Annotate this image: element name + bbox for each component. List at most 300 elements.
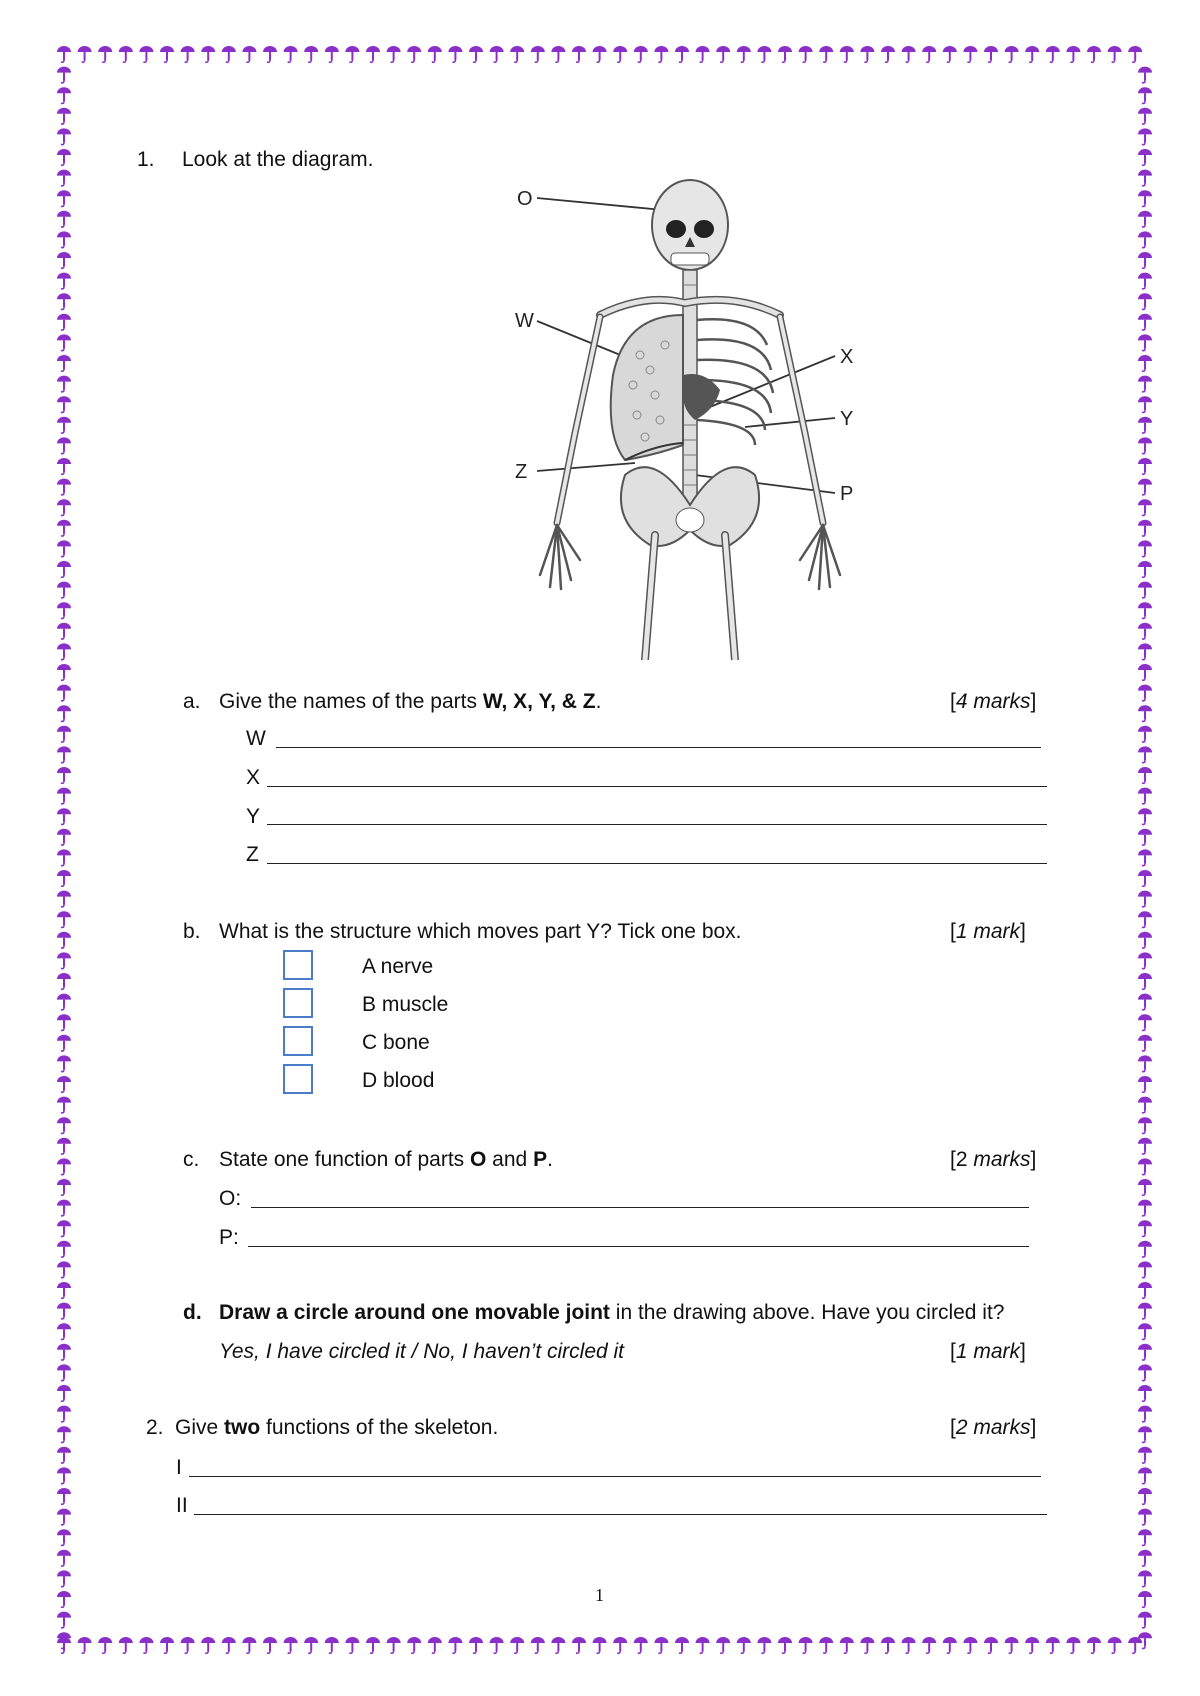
border-umbrella-icon [304,1637,318,1653]
border-umbrella-icon [57,170,71,186]
border-umbrella-icon [57,1467,71,1483]
border-umbrella-icon [943,46,957,62]
border-umbrella-icon [984,46,998,62]
border-umbrella-icon [57,643,71,659]
border-umbrella-icon [57,540,71,556]
border-umbrella-icon [1138,952,1152,968]
border-umbrella-icon [57,1323,71,1339]
border-umbrella-icon [1138,149,1152,165]
border-umbrella-icon [57,994,71,1010]
border-umbrella-icon [1138,1138,1152,1154]
border-umbrella-icon [490,1637,504,1653]
answer-label-o: O: [219,1187,242,1210]
border-umbrella-icon [57,1426,71,1442]
border-umbrella-icon [531,1637,545,1653]
border-umbrella-icon [263,1637,277,1653]
border-umbrella-icon [1046,46,1060,62]
border-umbrella-icon [304,46,318,62]
border-umbrella-icon [57,911,71,927]
border-umbrella-icon [634,1637,648,1653]
border-umbrella-icon [757,46,771,62]
border-umbrella-icon [57,1488,71,1504]
border-umbrella-icon [1138,932,1152,948]
border-umbrella-icon [57,1529,71,1545]
border-umbrella-icon [1138,67,1152,83]
border-umbrella-icon [57,932,71,948]
option-a-label: A nerve [362,955,434,978]
border-umbrella-icon [57,1220,71,1236]
border-umbrella-icon [57,437,71,453]
border-umbrella-icon [1138,602,1152,618]
border-umbrella-icon [57,499,71,515]
answer-line-y[interactable] [267,824,1047,825]
border-umbrella-icon [1138,1076,1152,1092]
page-number: 1 [595,1585,604,1605]
border-umbrella-icon [1138,623,1152,639]
border-umbrella-icon [57,458,71,474]
border-umbrella-icon [654,46,668,62]
border-umbrella-icon [78,1637,92,1653]
border-umbrella-icon [1138,1467,1152,1483]
border-umbrella-icon [757,1637,771,1653]
border-umbrella-icon [1087,1637,1101,1653]
border-umbrella-icon [1138,355,1152,371]
border-umbrella-icon [1138,849,1152,865]
border-umbrella-icon [57,767,71,783]
border-umbrella-icon [57,1447,71,1463]
answer-label-w: W [246,727,266,750]
part-d-answer-choice[interactable]: Yes, I have circled it / No, I haven’t circled it [219,1340,625,1363]
border-umbrella-icon [57,1076,71,1092]
border-umbrella-icon [242,46,256,62]
border-umbrella-icon [1138,1117,1152,1133]
border-umbrella-icon [57,46,71,62]
border-umbrella-icon [428,1637,442,1653]
border-umbrella-icon [922,46,936,62]
border-umbrella-icon [799,46,813,62]
part-d-marks: [1 mark] [950,1340,1026,1363]
border-umbrella-icon [1138,1323,1152,1339]
border-umbrella-icon [160,1637,174,1653]
border-umbrella-icon [57,808,71,824]
border-umbrella-icon [696,1637,710,1653]
border-umbrella-icon [366,1637,380,1653]
border-umbrella-icon [57,334,71,350]
border-umbrella-icon [634,46,648,62]
border-umbrella-icon [57,211,71,227]
border-umbrella-icon [1138,870,1152,886]
answer-line-x[interactable] [267,786,1047,787]
border-umbrella-icon [448,1637,462,1653]
border-umbrella-icon [57,1097,71,1113]
border-umbrella-icon [98,1637,112,1653]
border-umbrella-icon [1138,499,1152,515]
border-umbrella-icon [57,582,71,598]
border-umbrella-icon [345,1637,359,1653]
border-umbrella-icon [57,87,71,103]
border-umbrella-icon [613,46,627,62]
border-umbrella-icon [78,46,92,62]
border-umbrella-icon [1138,1055,1152,1071]
diagram-label-p: P [840,483,854,505]
border-umbrella-icon [1087,46,1101,62]
part-c-marks: [2 marks] [950,1148,1037,1171]
border-umbrella-icon [613,1637,627,1653]
border-umbrella-icon [57,870,71,886]
border-umbrella-icon [1138,1179,1152,1195]
border-umbrella-icon [1138,1014,1152,1030]
border-umbrella-icon [284,1637,298,1653]
border-umbrella-icon [572,1637,586,1653]
border-umbrella-icon [551,46,565,62]
answer-label-i: I [176,1456,182,1479]
border-umbrella-icon [902,46,916,62]
border-umbrella-icon [57,1117,71,1133]
border-umbrella-icon [98,46,112,62]
border-umbrella-icon [654,1637,668,1653]
border-umbrella-icon [593,46,607,62]
border-umbrella-icon [57,479,71,495]
option-d-label: D blood [362,1069,435,1092]
border-umbrella-icon [1138,458,1152,474]
border-umbrella-icon [57,1550,71,1566]
border-umbrella-icon [1138,891,1152,907]
border-umbrella-icon [57,190,71,206]
question-1-prompt: Look at the diagram. [182,148,374,171]
leader-line-y [745,418,835,427]
border-umbrella-icon [57,849,71,865]
border-umbrella-icon [1066,46,1080,62]
leader-line-z [537,463,635,471]
border-umbrella-icon [222,46,236,62]
border-umbrella-icon [469,1637,483,1653]
border-umbrella-icon [1128,46,1142,62]
border-umbrella-icon [572,46,586,62]
border-umbrella-icon [819,46,833,62]
border-umbrella-icon [1138,994,1152,1010]
border-umbrella-icon [57,973,71,989]
border-umbrella-icon [1138,1426,1152,1442]
checkbox-option-c[interactable] [283,1026,313,1056]
answer-line-p[interactable] [248,1246,1029,1247]
checkbox-option-a[interactable] [283,950,313,980]
border-umbrella-icon [1138,1406,1152,1422]
border-umbrella-icon [1025,1637,1039,1653]
border-umbrella-icon [345,46,359,62]
border-umbrella-icon [737,46,751,62]
border-umbrella-icon [387,46,401,62]
border-umbrella-icon [1138,396,1152,412]
border-umbrella-icon [57,1364,71,1380]
border-umbrella-icon [1138,540,1152,556]
border-umbrella-icon [1138,479,1152,495]
border-umbrella-icon [366,46,380,62]
part-a-question: Give the names of the parts W, X, Y, & Z. [219,690,602,713]
answer-label-ii: II [176,1494,188,1517]
part-c-letter: c. [183,1148,200,1171]
border-umbrella-icon [57,252,71,268]
border-umbrella-icon [181,1637,195,1653]
border-umbrella-icon [819,1637,833,1653]
border-umbrella-icon [1138,1200,1152,1216]
border-umbrella-icon [242,1637,256,1653]
border-umbrella-icon [57,293,71,309]
border-umbrella-icon [510,46,524,62]
option-c-label: C bone [362,1031,430,1054]
border-umbrella-icon [57,1261,71,1277]
border-umbrella-icon [57,705,71,721]
border-umbrella-icon [1138,520,1152,536]
border-umbrella-icon [201,1637,215,1653]
border-umbrella-icon [57,396,71,412]
border-umbrella-icon [1138,87,1152,103]
border-umbrella-icon [1138,705,1152,721]
border-umbrella-icon [1138,829,1152,845]
answer-line-z[interactable] [267,863,1047,864]
lung [611,315,683,460]
border-umbrella-icon [1138,664,1152,680]
border-umbrella-icon [387,1637,401,1653]
border-umbrella-icon [1025,46,1039,62]
border-umbrella-icon [57,664,71,680]
diagram-label-z: Z [515,461,528,483]
border-umbrella-icon [1138,1509,1152,1525]
part-a-marks: [4 marks] [950,690,1037,713]
answer-line-w[interactable] [276,747,1041,748]
border-umbrella-icon [57,1406,71,1422]
border-umbrella-icon [57,1055,71,1071]
border-umbrella-icon [737,1637,751,1653]
answer-line-i[interactable] [189,1476,1041,1477]
border-umbrella-icon [984,1637,998,1653]
diagram-label-x: X [840,346,854,368]
border-umbrella-icon [160,46,174,62]
border-umbrella-icon [716,46,730,62]
border-umbrella-icon [119,1637,133,1653]
border-umbrella-icon [963,46,977,62]
border-umbrella-icon [119,46,133,62]
border-umbrella-icon [325,1637,339,1653]
border-umbrella-icon [57,829,71,845]
border-umbrella-icon [57,314,71,330]
diagram-label-y: Y [840,408,854,430]
question-2-number: 2. [146,1416,164,1439]
border-umbrella-icon [57,1591,71,1607]
border-umbrella-icon [57,561,71,577]
border-umbrella-icon [1138,643,1152,659]
border-umbrella-icon [181,46,195,62]
border-umbrella-icon [1138,1097,1152,1113]
border-umbrella-icon [799,1637,813,1653]
border-umbrella-icon [1138,1261,1152,1277]
border-umbrella-icon [1108,46,1122,62]
question-1-number: 1. [137,148,155,171]
answer-line-ii[interactable] [194,1514,1047,1515]
border-umbrella-icon [57,1138,71,1154]
border-umbrella-icon [1138,376,1152,392]
checkbox-option-d[interactable] [283,1064,313,1094]
border-umbrella-icon [510,1637,524,1653]
border-umbrella-icon [922,1637,936,1653]
checkbox-option-b[interactable] [283,988,313,1018]
border-umbrella-icon [57,788,71,804]
border-umbrella-icon [1138,1550,1152,1566]
border-umbrella-icon [490,46,504,62]
border-umbrella-icon [1128,1637,1142,1653]
border-umbrella-icon [57,623,71,639]
border-umbrella-icon [696,46,710,62]
border-umbrella-icon [1138,1241,1152,1257]
border-umbrella-icon [284,46,298,62]
border-umbrella-icon [963,1637,977,1653]
border-umbrella-icon [1138,108,1152,124]
border-umbrella-icon [469,46,483,62]
border-umbrella-icon [1138,746,1152,762]
border-umbrella-icon [1138,561,1152,577]
border-umbrella-icon [57,108,71,124]
border-umbrella-icon [1138,808,1152,824]
part-c-question: State one function of parts O and P. [219,1148,553,1171]
border-umbrella-icon [943,1637,957,1653]
border-umbrella-icon [1138,911,1152,927]
border-umbrella-icon [57,1241,71,1257]
border-umbrella-icon [57,1282,71,1298]
border-umbrella-icon [1138,1220,1152,1236]
border-umbrella-icon [881,46,895,62]
border-umbrella-icon [1138,1612,1152,1628]
border-umbrella-icon [675,46,689,62]
question-2-marks: [2 marks] [950,1416,1037,1439]
part-b-marks: [1 mark] [950,920,1026,943]
border-umbrella-icon [57,149,71,165]
border-umbrella-icon [1138,1344,1152,1360]
border-umbrella-icon [531,46,545,62]
border-umbrella-icon [1138,417,1152,433]
part-a-letter: a. [183,690,201,713]
border-umbrella-icon [263,46,277,62]
answer-label-p: P: [219,1226,239,1249]
border-umbrella-icon [1005,1637,1019,1653]
border-umbrella-icon [1138,685,1152,701]
border-umbrella-icon [57,746,71,762]
border-umbrella-icon [1138,1364,1152,1380]
border-umbrella-icon [57,952,71,968]
border-umbrella-icon [1138,1303,1152,1319]
border-umbrella-icon [57,1014,71,1030]
border-umbrella-icon [593,1637,607,1653]
border-umbrella-icon [407,46,421,62]
border-umbrella-icon [1046,1637,1060,1653]
answer-label-y: Y [246,805,261,828]
border-umbrella-icon [551,1637,565,1653]
border-umbrella-icon [1138,231,1152,247]
border-umbrella-icon [860,1637,874,1653]
border-umbrella-icon [1138,437,1152,453]
border-umbrella-icon [1138,1488,1152,1504]
question-2-prompt: Give two functions of the skeleton. [175,1416,499,1439]
skeleton-diagram [505,175,885,665]
border-umbrella-icon [716,1637,730,1653]
border-umbrella-icon [57,1303,71,1319]
leader-line-o [537,198,663,210]
diagram-label-w: W [515,310,534,332]
border-umbrella-icon [1066,1637,1080,1653]
border-umbrella-icon [1138,582,1152,598]
border-umbrella-icon [1138,767,1152,783]
answer-label-z: Z [246,843,259,866]
border-umbrella-icon [675,1637,689,1653]
border-umbrella-icon [57,417,71,433]
border-umbrella-icon [840,46,854,62]
border-umbrella-icon [139,46,153,62]
border-umbrella-icon [57,1509,71,1525]
border-umbrella-icon [840,1637,854,1653]
border-umbrella-icon [1138,252,1152,268]
border-umbrella-icon [1138,314,1152,330]
part-b-question: What is the structure which moves part Y? Tick one box. [219,920,742,943]
border-umbrella-icon [57,355,71,371]
border-umbrella-icon [325,46,339,62]
border-umbrella-icon [1138,1035,1152,1051]
border-umbrella-icon [1138,190,1152,206]
border-umbrella-icon [57,1385,71,1401]
border-umbrella-icon [428,46,442,62]
border-umbrella-icon [1138,1529,1152,1545]
border-umbrella-icon [1138,1591,1152,1607]
border-umbrella-icon [1138,1570,1152,1586]
border-umbrella-icon [881,1637,895,1653]
border-umbrella-icon [778,46,792,62]
option-b-label: B muscle [362,993,449,1016]
border-umbrella-icon [57,1612,71,1628]
border-umbrella-icon [1138,170,1152,186]
answer-line-o[interactable] [251,1207,1029,1208]
border-umbrella-icon [57,1200,71,1216]
border-umbrella-icon [57,602,71,618]
border-umbrella-icon [1138,273,1152,289]
part-d-letter: d. [183,1301,202,1324]
border-umbrella-icon [57,273,71,289]
border-umbrella-icon [139,1637,153,1653]
border-umbrella-icon [1005,46,1019,62]
border-umbrella-icon [860,46,874,62]
border-umbrella-icon [201,46,215,62]
border-umbrella-icon [57,1158,71,1174]
part-d-question: Draw a circle around one movable joint in the drawing above. Have you circled it? [219,1301,1005,1324]
diagram-label-o: O [517,188,533,210]
border-umbrella-icon [57,726,71,742]
border-umbrella-icon [1138,726,1152,742]
border-umbrella-icon [1138,211,1152,227]
border-umbrella-icon [1138,788,1152,804]
border-umbrella-icon [1138,293,1152,309]
border-umbrella-icon [1138,1158,1152,1174]
border-umbrella-icon [1138,334,1152,350]
border-umbrella-icon [57,1179,71,1195]
border-umbrella-icon [1138,128,1152,144]
answer-label-x: X [246,766,261,789]
border-umbrella-icon [57,67,71,83]
border-umbrella-icon [57,891,71,907]
border-umbrella-icon [222,1637,236,1653]
border-umbrella-icon [778,1637,792,1653]
border-umbrella-icon [57,1570,71,1586]
border-umbrella-icon [1138,1385,1152,1401]
border-umbrella-icon [57,231,71,247]
border-umbrella-icon [448,46,462,62]
border-umbrella-icon [1138,973,1152,989]
border-umbrella-icon [1138,1282,1152,1298]
